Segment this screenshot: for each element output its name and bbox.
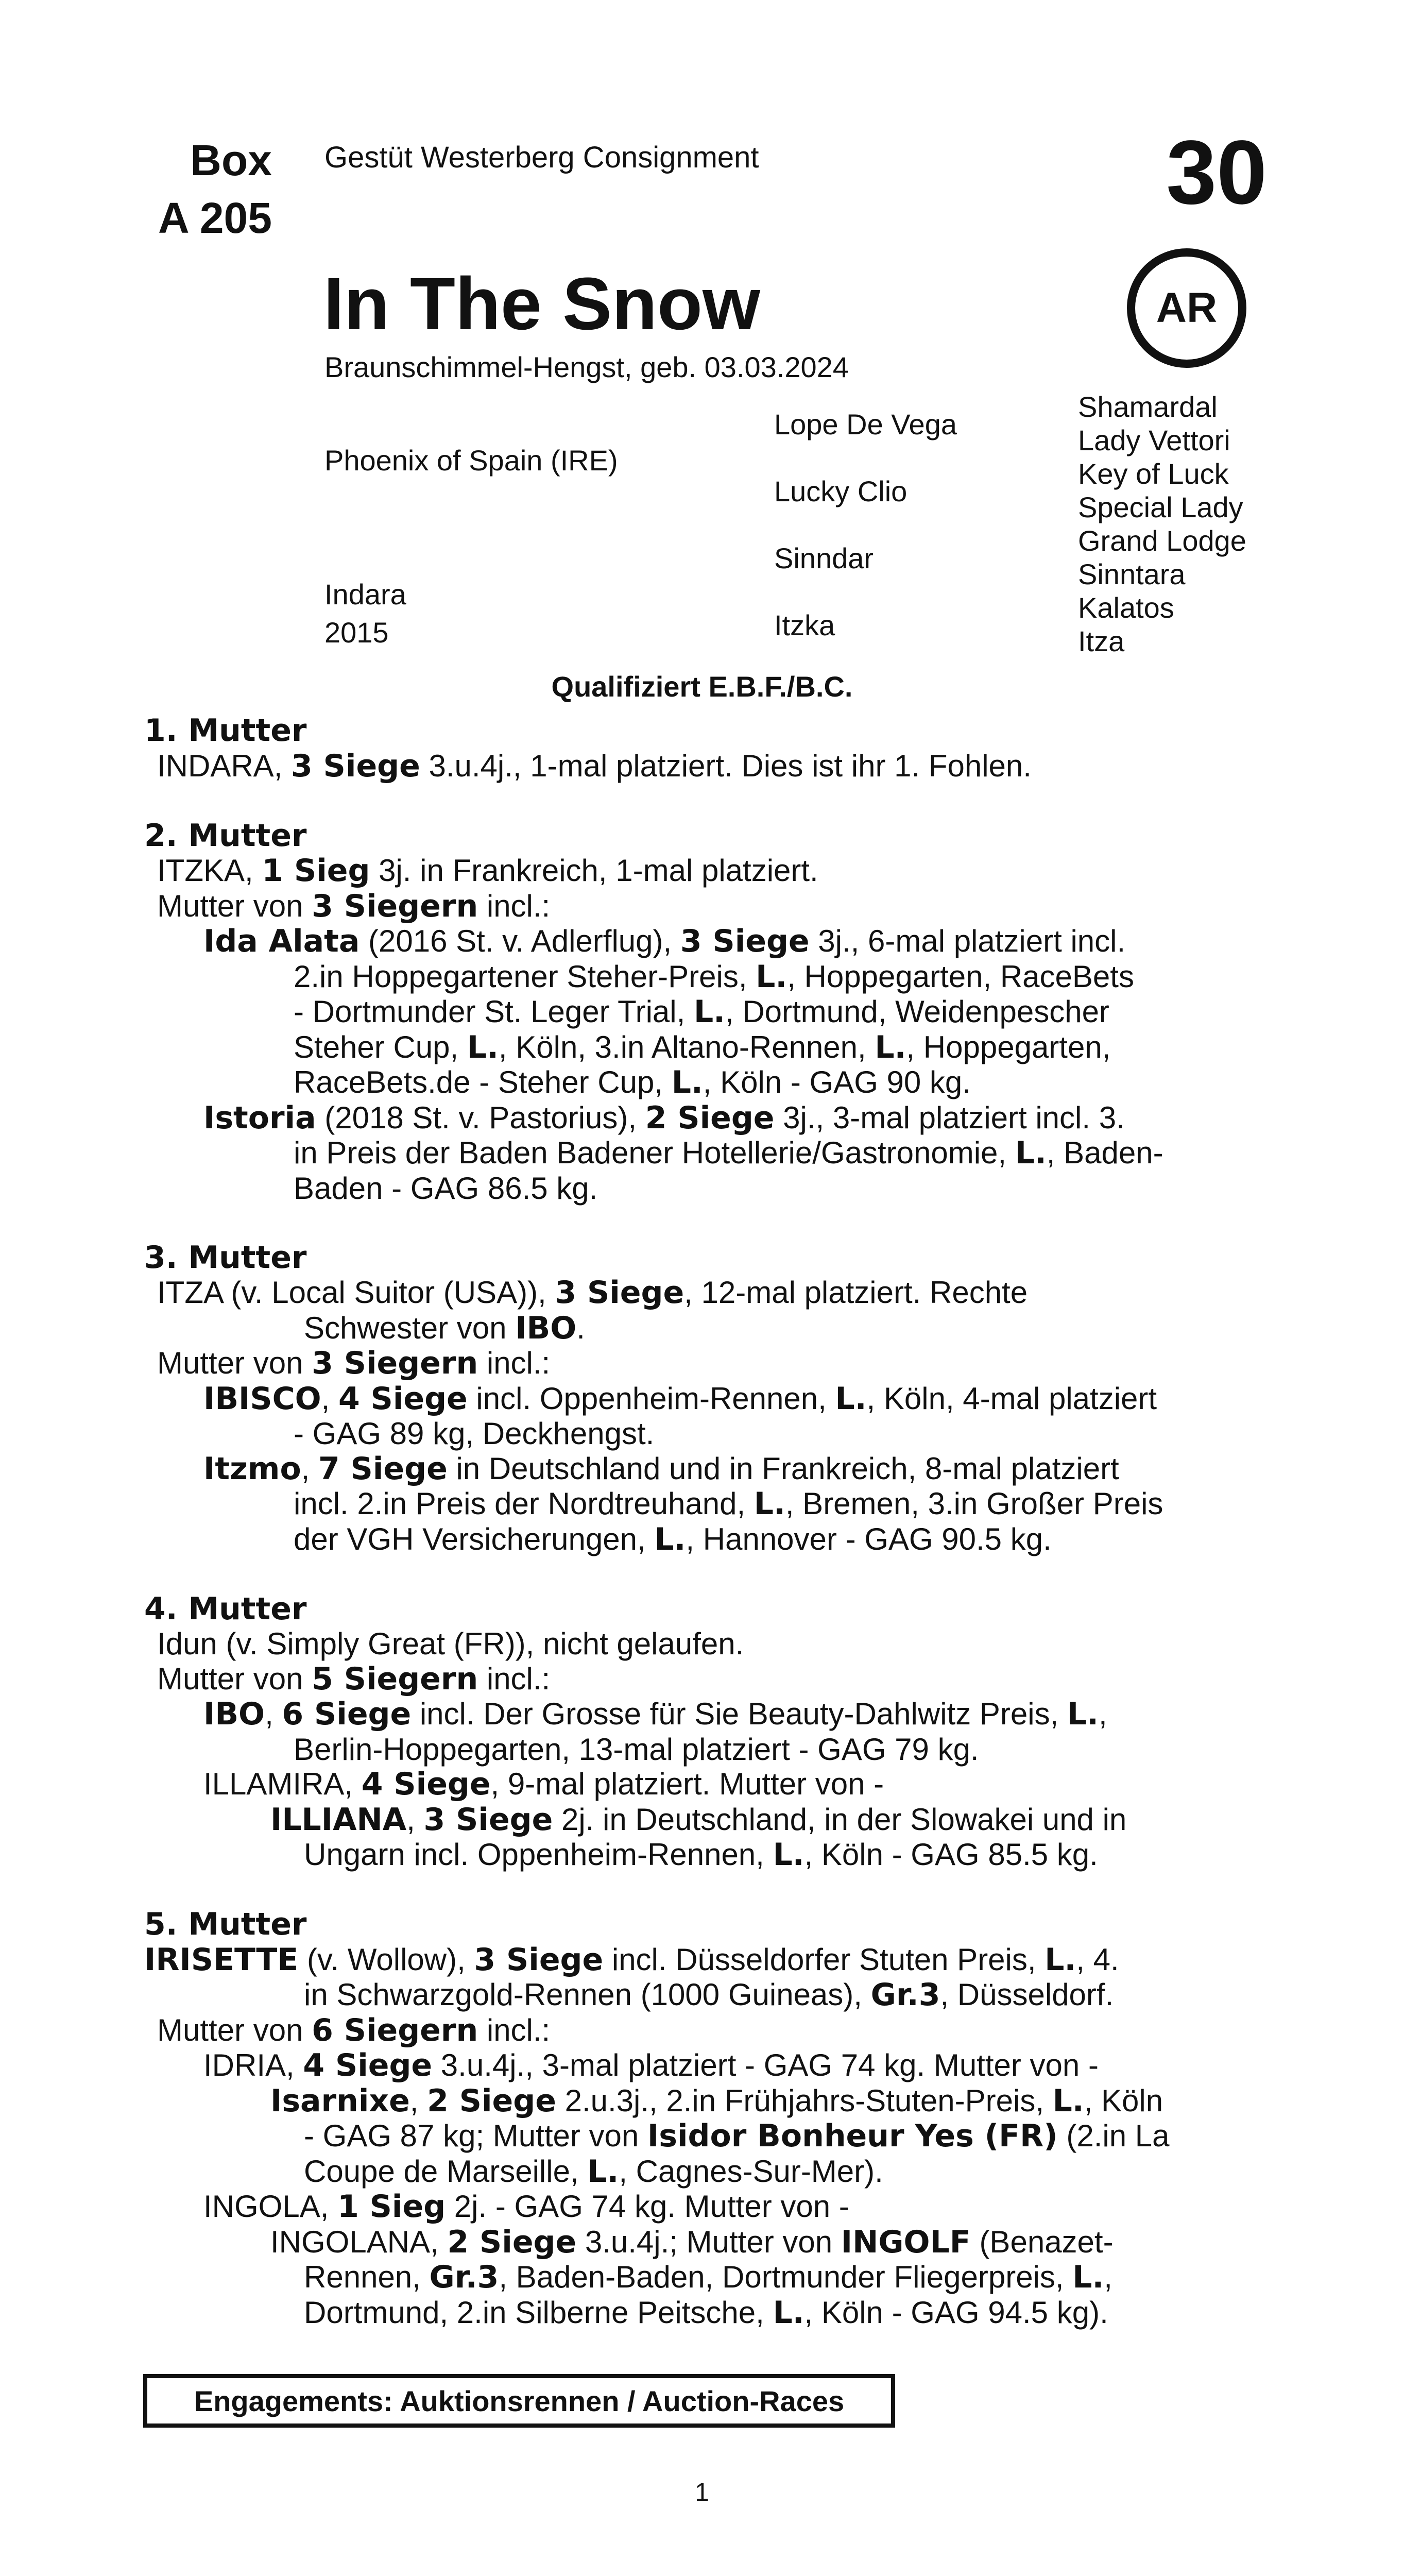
text-line: INGOLA, 1 Sieg 2j. - GAG 74 kg. Mutter von - [203,2189,849,2225]
pedigree-great-grandparent: Lady Vettori [1078,424,1230,456]
pedigree-grandparent: Sinndar [774,542,874,574]
text-line: 2.in Hoppegartener Steher-Preis, L., Hoppegarten, RaceBets [294,958,1134,995]
text-line: Coupe de Marseille, L., Cagnes-Sur-Mer). [304,2153,883,2190]
text-line: IRISETTE (v. Wollow), 3 Siege incl. Düsseldorfer Stuten Preis, L., 4. [144,1941,1119,1978]
text-line: Ida Alata (2016 St. v. Adlerflug), 3 Siege 3j., 6-mal platziert incl. [203,923,1126,959]
text-line: - GAG 87 kg; Mutter von Isidor Bonheur Yes (FR) (2.in La [304,2118,1170,2154]
text-line: Steher Cup, L., Köln, 3.in Altano-Rennen, L., Hoppegarten, [294,1029,1111,1065]
section-title: 3. Mutter [144,1239,307,1276]
pedigree-great-grandparent: Kalatos [1078,591,1174,624]
text-line: Mutter von 3 Siegern incl.: [157,888,551,924]
pedigree-great-grandparent: Grand Lodge [1078,524,1246,557]
text-line: IBISCO, 4 Siege incl. Oppenheim-Rennen, L., Köln, 4-mal platziert [203,1380,1157,1417]
box-number [139,131,272,247]
box-code: A 205 [158,194,272,242]
text-line: Mutter von 5 Siegern incl.: [157,1660,551,1697]
horse-description: Braunschimmel-Hengst, geb. 03.03.2024 [324,351,849,383]
text-line: Ungarn incl. Oppenheim-Rennen, L., Köln - GAG 85.5 kg. [304,1837,1098,1873]
horse-name: In The Snow [323,262,760,345]
text-line: in Preis der Baden Badener Hotellerie/Gastronomie, L., Baden- [294,1135,1163,1171]
text-line: INDARA, 3 Siege 3.u.4j., 1-mal platziert. Dies ist ihr 1. Fohlen. [157,748,1032,784]
section-title: 4. Mutter [144,1590,307,1627]
section-title: 5. Mutter [144,1906,307,1942]
box-label: Box [190,136,272,184]
badge-label: AR [1156,284,1218,331]
pedigree-great-grandparent: Special Lady [1078,491,1243,523]
text-line: Rennen, Gr.3, Baden-Baden, Dortmunder Fliegerpreis, L., [304,2259,1112,2295]
ar-badge-icon [1127,248,1246,368]
pedigree-dam: Indara [324,578,406,611]
text-line: Mutter von 6 Siegern incl.: [157,2012,551,2048]
text-line: ILLIANA, 3 Siege 2j. in Deutschland, in der Slowakei und in [270,1801,1127,1838]
text-line: Istoria (2018 St. v. Pastorius), 2 Siege 3j., 3-mal platziert incl. 3. [203,1099,1125,1136]
pedigree-grandparent: Lucky Clio [774,475,908,507]
text-line: Mutter von 3 Siegern incl.: [157,1345,551,1381]
section-title: 2. Mutter [144,817,307,854]
lot-number: 30 [1166,122,1267,223]
page-number: 1 [695,2478,709,2506]
pedigree-great-grandparent: Shamardal [1078,391,1218,423]
dam-line-section [144,714,1267,2330]
pedigree-great-grandparent: Itza [1078,625,1125,657]
text-line: incl. 2.in Preis der Nordtreuhand, L., Bremen, 3.in Großer Preis [294,1486,1163,1522]
text-line: Isarnixe, 2 Siege 2.u.3j., 2.in Frühjahrs-Stuten-Preis, L., Köln [270,2082,1163,2119]
pedigree-dam-year: 2015 [324,616,389,649]
text-line: ITZKA, 1 Sieg 3j. in Frankreich, 1-mal platziert. [157,853,818,889]
text-line: ITZA (v. Local Suitor (USA)), 3 Siege, 12-mal platziert. Rechte [157,1275,1028,1311]
text-line: Dortmund, 2.in Silberne Peitsche, L., Köln - GAG 94.5 kg). [304,2294,1108,2331]
engagements-box [143,2374,895,2428]
text-line: RaceBets.de - Steher Cup, L., Köln - GAG 90 kg. [294,1064,971,1100]
text-line: - Dortmunder St. Leger Trial, L., Dortmund, Weidenpescher [294,994,1109,1030]
text-line: der VGH Versicherungen, L., Hannover - GAG 90.5 kg. [294,1521,1052,1557]
text-line: Baden - GAG 86.5 kg. [294,1171,598,1206]
pedigree-sire: Phoenix of Spain (IRE) [324,444,618,477]
text-line: Itzmo, 7 Siege in Deutschland und in Frankreich, 8-mal platziert [203,1450,1119,1487]
text-line: IBO, 6 Siege incl. Der Grosse für Sie Beauty-Dahlwitz Preis, L., [203,1696,1107,1732]
text-line: Schwester von IBO. [304,1310,585,1346]
text-line: Berlin-Hoppegarten, 13-mal platziert - GAG 79 kg. [294,1732,979,1767]
text-line: - GAG 89 kg, Deckhengst. [294,1416,655,1451]
pedigree-great-grandparent: Key of Luck [1078,457,1229,490]
section-title: 1. Mutter [144,713,307,749]
pedigree-grandparent: Lope De Vega [774,408,957,440]
text-line: ILLAMIRA, 4 Siege, 9-mal platziert. Mutter von - [203,1766,884,1802]
consignor: Gestüt Westerberg Consignment [324,141,759,174]
pedigree-great-grandparent: Sinntara [1078,558,1186,590]
engagements-label: Engagements: Auktionsrennen / Auction-Races [194,2384,845,2417]
text-line: INGOLANA, 2 Siege 3.u.4j.; Mutter von INGOLF (Benazet- [270,2224,1114,2260]
pedigree-grandparent: Itzka [774,609,835,641]
text-line: in Schwarzgold-Rennen (1000 Guineas), Gr.3, Düsseldorf. [304,1977,1114,2013]
qualification-note: Qualifiziert E.B.F./B.C. [551,670,853,703]
text-line: IDRIA, 4 Siege 3.u.4j., 3-mal platziert - GAG 74 kg. Mutter von - [203,2047,1099,2083]
text-line: Idun (v. Simply Great (FR)), nicht gelaufen. [157,1626,744,1661]
